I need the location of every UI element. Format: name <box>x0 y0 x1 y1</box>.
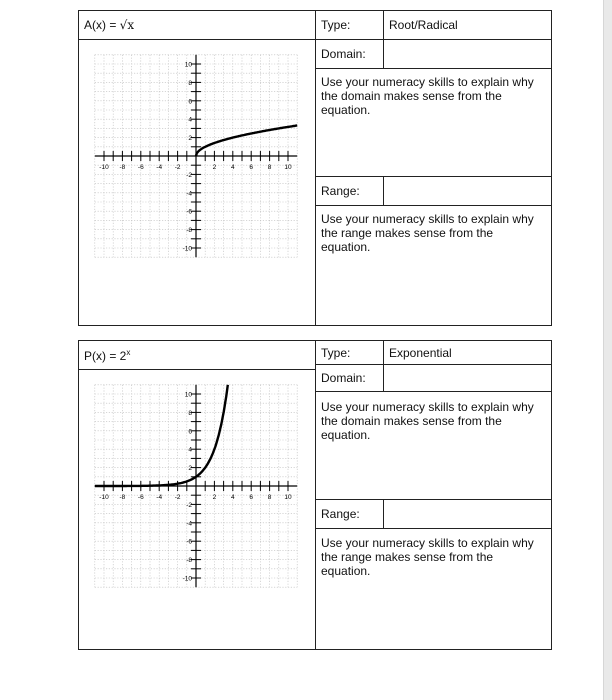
y-tick-label: -6 <box>186 208 192 216</box>
range-prompt: Use your numeracy skills to explain why the range makes sense from the equation. <box>321 536 534 578</box>
x-tick-label: 10 <box>284 494 292 501</box>
y-tick-label: 10 <box>184 391 192 399</box>
x-tick-label: 4 <box>230 164 235 171</box>
x-tick-label: 8 <box>267 494 272 501</box>
type-label: Type: <box>316 341 384 364</box>
x-tick-label: 6 <box>249 494 254 501</box>
x-tick-label: -8 <box>119 164 126 171</box>
x-tick-label: 10 <box>284 164 292 171</box>
x-tick-label: -2 <box>174 494 181 501</box>
x-tick-label: -10 <box>99 494 109 501</box>
x-tick-label: 2 <box>212 164 217 171</box>
graph-panel <box>79 11 316 325</box>
type-value: Root/Radical <box>389 18 458 32</box>
y-tick-label: 6 <box>188 428 192 436</box>
y-tick-label: 4 <box>188 446 192 454</box>
y-tick-label: 4 <box>188 116 192 124</box>
y-tick-label: 6 <box>188 98 192 106</box>
y-tick-label: -10 <box>182 245 192 253</box>
domain-row <box>316 365 551 392</box>
coordinate-grid <box>79 41 315 261</box>
y-tick-label: -10 <box>182 575 192 583</box>
function-title <box>79 341 315 370</box>
coordinate-grid <box>79 371 315 591</box>
scan-edge <box>603 0 612 700</box>
x-tick-label: 4 <box>230 494 235 501</box>
y-tick-label: -4 <box>186 520 192 528</box>
y-tick-label: -2 <box>186 501 192 509</box>
y-tick-labels <box>183 392 193 583</box>
type-row <box>316 341 551 365</box>
info-panel <box>316 341 551 649</box>
function-radical: √x <box>119 18 135 32</box>
y-tick-label: -8 <box>186 227 192 235</box>
range-prompt: Use your numeracy skills to explain why the range makes sense from the equation. <box>321 212 534 254</box>
function-name: A(x) = <box>84 18 120 32</box>
x-tick-label: -4 <box>156 164 163 171</box>
exponential-curve <box>95 385 228 486</box>
x-tick-label: 2 <box>212 494 217 501</box>
x-tick-label: -10 <box>99 164 109 171</box>
domain-label: Domain: <box>316 40 384 68</box>
function-card-sqrt <box>78 10 552 326</box>
function-title <box>79 11 315 40</box>
y-tick-label: -4 <box>186 190 192 198</box>
range-row <box>316 499 551 529</box>
range-label: Range: <box>316 177 384 205</box>
function-card-exponential <box>78 340 552 650</box>
type-row <box>316 11 551 40</box>
domain-prompt: Use your numeracy skills to explain why the domain makes sense from the equation. <box>321 400 534 442</box>
x-tick-label: -6 <box>137 494 144 501</box>
y-tick-label: -2 <box>186 171 192 179</box>
domain-label: Domain: <box>316 365 384 391</box>
range-label: Range: <box>316 500 384 528</box>
x-tick-label: -8 <box>119 494 126 501</box>
x-tick-label: 8 <box>267 164 272 171</box>
y-tick-label: 10 <box>184 61 192 69</box>
domain-row <box>316 40 551 69</box>
range-row <box>316 176 551 206</box>
y-tick-label: 2 <box>188 135 192 143</box>
y-tick-label: -6 <box>186 538 192 546</box>
y-tick-label: 2 <box>188 465 192 473</box>
y-tick-labels <box>183 62 193 253</box>
function-exponent: x <box>126 348 131 357</box>
function-name: P(x) = 2 <box>84 349 127 363</box>
domain-prompt: Use your numeracy skills to explain why the domain makes sense from the equation. <box>321 75 534 117</box>
graph-panel <box>79 341 316 649</box>
type-value: Exponential <box>389 346 452 360</box>
type-label: Type: <box>316 11 384 39</box>
y-tick-label: -8 <box>186 557 192 565</box>
x-tick-label: -2 <box>174 164 181 171</box>
sqrt-curve <box>196 126 297 157</box>
y-tick-label: 8 <box>188 409 192 417</box>
x-tick-label: -4 <box>156 494 163 501</box>
info-panel <box>316 11 551 325</box>
x-tick-label: -6 <box>137 164 144 171</box>
y-tick-label: 8 <box>188 79 192 87</box>
x-tick-label: 6 <box>249 164 254 171</box>
